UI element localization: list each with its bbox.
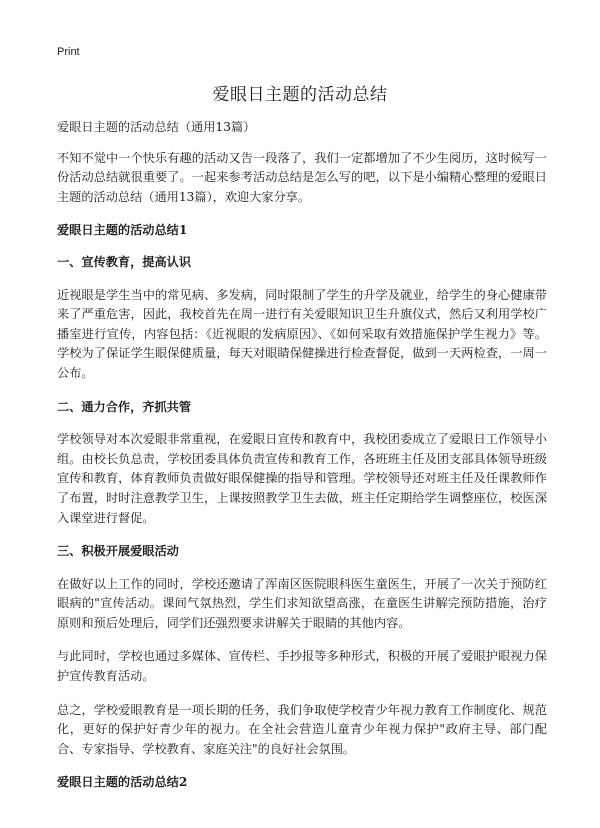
print-link[interactable]: Print: [57, 46, 80, 58]
part-paragraph-3b: 与此同时，学校也通过多媒体、宣传栏、手抄报等多种形式，积极的开展了爱眼护眼视力保护宣传教育活动。: [57, 649, 547, 684]
section-heading-1: 爱眼日主题的活动总结1: [57, 223, 188, 238]
part-paragraph-2: 学校领导对本次爱眼非常重视，在爱眼日宣传和教育中，我校团委成立了爱眼日工作领导小组。由校长负总责，学校团委具体负责宣传和教育工作，各班班主任及团支部具体领导班级宣传和教育，体育教师负责做好眼保健操的指导和管理。学校领导还对班主任及任课教师作了布置，时时注意教学卫生，上课按照教学卫生去做，班主任定期给学生调整座位，校医深入课堂进行督促。: [57, 432, 547, 525]
part-paragraph-3: 在做好以上工作的同时，学校还邀请了浑南区医院眼科医生童医生，开展了一次关于预防红眼病的"宣传活动。课间气氛热烈，学生们求知欲望高涨，在童医生讲解完预防措施，治疗原则和预后处理后，同学们还强烈要求讲解关于眼睛的其他内容。: [57, 576, 547, 630]
page-title: 爱眼日主题的活动总结: [212, 85, 388, 105]
section-heading-2: 爱眼日主题的活动总结2: [57, 775, 188, 790]
part-paragraph-1: 近视眼是学生当中的常见病、多发病，同时限制了学生的升学及就业，给学生的身心健康带来了严重危害，因此，我校首先在周一进行有关爱眼知识卫生升旗仪式，然后又利用学校广播室进行宣传，内容包括：《近视眼的发病原因》、《如何采取有效措施保护学生视力》等。学校为了保证学生眼保健质量，每天对眼睛保健操进行检查督促，做到一天两检查，一周一公布。: [57, 287, 547, 380]
part-heading-3: 三、积极开展爱眼活动: [57, 544, 179, 559]
part-heading-1: 一、宣传教育，提高认识: [57, 254, 192, 269]
conclusion-paragraph: 总之，学校爱眼教育是一项长期的任务，我们争取使学校青少年视力教育工作制度化、规范化，更好的保护好青少年的视力。在全社会营造儿童青少年视力保护"政府主导、部门配合、专家指导、学校教育、家庭关注"的良好社会氛围。: [57, 702, 547, 756]
document-subtitle: 爱眼日主题的活动总结（通用13篇）: [57, 120, 256, 134]
part-heading-2: 二、通力合作，齐抓共管: [57, 399, 192, 414]
intro-paragraph: 不知不觉中一个快乐有趣的活动又告一段落了，我们一定都增加了不少生阅历，这时候写一份活动总结就很重要了。一起来参考活动总结是怎么写的吧，以下是小编精心整理的爱眼日主题的活动总结（通用13篇），欢迎大家分享。: [57, 150, 547, 204]
document-body: [57, 118, 547, 805]
